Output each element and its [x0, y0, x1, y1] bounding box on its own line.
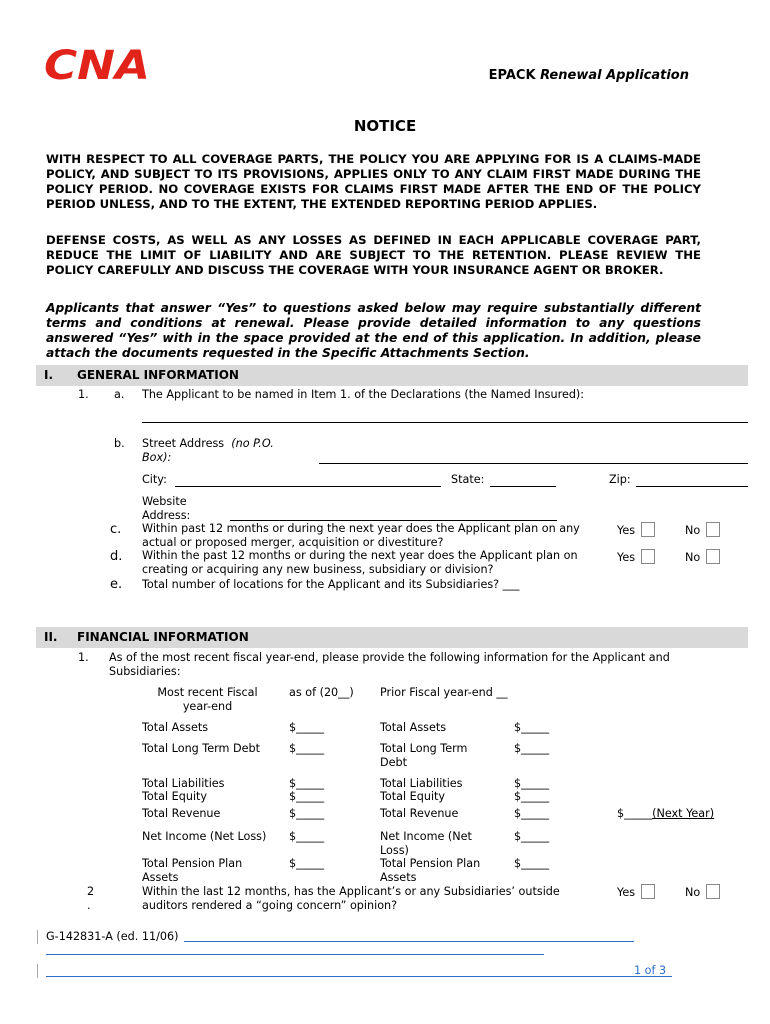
- page-number: 1 of 3: [634, 964, 667, 977]
- liabilities-prior-label: Total Liabilities: [380, 777, 463, 790]
- footer-margin-bar: [37, 930, 38, 944]
- website-label: Website Address:: [142, 495, 191, 522]
- state-label: State:: [451, 473, 485, 486]
- footer-rule: [184, 941, 634, 942]
- logo-text: CNA: [44, 46, 150, 82]
- net-income-label: Net Income (Net Loss): [142, 830, 267, 843]
- no-checkbox[interactable]: [706, 884, 720, 899]
- liabilities-label: Total Liabilities: [142, 777, 225, 790]
- total-assets-prior-field[interactable]: $_____: [514, 721, 550, 734]
- yes-checkbox[interactable]: [641, 549, 655, 564]
- section-general-information: [36, 365, 748, 386]
- merger-question: Within past 12 months or during the next year does the Applicant plan on any actual or proposed merger, acquisition or divestiture?: [142, 522, 580, 549]
- city-label: City:: [142, 473, 167, 486]
- going-concern-question: Within the last 12 months, has the Applicant’s or any Subsidiaries’ outside auditors rendered a “going concern” opinion?: [142, 885, 560, 912]
- revenue-next-year-field[interactable]: $_____(Next Year): [617, 807, 715, 820]
- section-financial-information: [36, 627, 748, 648]
- named-insured-field[interactable]: [142, 422, 748, 423]
- notice-paragraph-1: WITH RESPECT TO ALL COVERAGE PARTS, THE POLICY YOU ARE APPLYING FOR IS A CLAIMS-MADE POLICY, AND SUBJECT TO ITS PROVISIONS, APPLIES ONLY TO ANY CLAIM FIRST MADE DURING THE POLICY PERIOD. NO COVERAGE EXISTS FOR CLAIMS FIRST MADE AFTER THE END OF THE POLICY PERIOD UNLESS, AND TO THE EXTENT, THE EXTENDED REPORTING PERIOD APPLIES.: [46, 152, 701, 211]
- notice-paragraph-3: Applicants that answer “Yes” to questions asked below may require substantially different terms and conditions at renewal. Please provide detailed information to any questions answered “Yes” with in the space provided at the end of this application. In addition, please attach the documents requested in the Specific Attachments Section.: [46, 301, 701, 360]
- net-income-prior-field[interactable]: $_____: [514, 830, 550, 843]
- equity-prior-label: Total Equity: [380, 790, 446, 803]
- liabilities-prior-field[interactable]: $_____: [514, 777, 550, 790]
- state-field[interactable]: [490, 486, 556, 487]
- pension-prior-field[interactable]: $_____: [514, 857, 550, 870]
- lt-debt-label: Total Long Term Debt: [142, 742, 260, 755]
- named-insured-label: The Applicant to be named in Item 1. of the Declarations (the Named Insured):: [142, 388, 585, 401]
- footer-rule: [46, 976, 672, 977]
- total-assets-prior-label: Total Assets: [380, 721, 447, 734]
- question-letter: e.: [110, 577, 123, 592]
- pension-label: Total Pension Plan Assets: [142, 857, 243, 884]
- new-business-no-option[interactable]: No: [685, 549, 720, 565]
- revenue-prior-field[interactable]: $_____: [514, 807, 550, 820]
- lt-debt-current-field[interactable]: $_____: [289, 742, 325, 755]
- liabilities-current-field[interactable]: $_____: [289, 777, 325, 790]
- footer-margin-bar: [37, 964, 38, 978]
- equity-prior-field[interactable]: $_____: [514, 790, 550, 803]
- equity-label: Total Equity: [142, 790, 208, 803]
- notice-paragraph-2: DEFENSE COSTS, AS WELL AS ANY LOSSES AS DEFINED IN EACH APPLICABLE COVERAGE PART, REDUCE THE LIMIT OF LIABILITY AND ARE SUBJECT TO THE RETENTION. PLEASE REVIEW THE POLICY CAREFULLY AND DISCUSS THE COVERAGE WITH YOUR INSURANCE AGENT OR BROKER.: [46, 233, 701, 277]
- lt-debt-prior-field[interactable]: $_____: [514, 742, 550, 755]
- going-concern-yes-option[interactable]: Yes: [617, 884, 655, 900]
- revenue-current-field[interactable]: $_____: [289, 807, 325, 820]
- merger-yes-option[interactable]: Yes: [617, 522, 655, 538]
- city-field[interactable]: [175, 486, 441, 487]
- no-checkbox[interactable]: [706, 522, 720, 537]
- equity-current-field[interactable]: $_____: [289, 790, 325, 803]
- question-letter: a.: [114, 388, 125, 401]
- column-heading-current: Most recent Fiscal year-end: [157, 686, 258, 713]
- street-address-field[interactable]: [319, 463, 748, 464]
- question-letter: c.: [110, 522, 122, 537]
- footer-rule: [46, 954, 544, 955]
- question-letter: d.: [110, 549, 123, 564]
- revenue-label: Total Revenue: [142, 807, 221, 820]
- column-heading-year: as of (20__): [289, 686, 354, 699]
- total-assets-current-field[interactable]: $_____: [289, 721, 325, 734]
- zip-field[interactable]: [636, 486, 748, 487]
- notice-heading: NOTICE: [353, 117, 417, 135]
- pension-current-field[interactable]: $_____: [289, 857, 325, 870]
- revenue-prior-label: Total Revenue: [380, 807, 459, 820]
- website-field[interactable]: [230, 520, 557, 521]
- yes-checkbox[interactable]: [641, 884, 655, 899]
- section-title: GENERAL INFORMATION: [77, 368, 239, 382]
- column-heading-prior: Prior Fiscal year-end __: [380, 686, 508, 699]
- total-assets-label: Total Assets: [142, 721, 209, 734]
- net-income-current-field[interactable]: $_____: [289, 830, 325, 843]
- no-checkbox[interactable]: [706, 549, 720, 564]
- question-number: 2 .: [87, 885, 95, 912]
- form-number: G-142831-A (ed. 11/06): [46, 930, 179, 943]
- street-address-label: Street Address (no P.O. Box):: [142, 437, 274, 464]
- question-number: 1.: [78, 651, 89, 664]
- cna-logo: [44, 46, 152, 82]
- question-number: 1.: [78, 388, 89, 401]
- section-number: II.: [44, 630, 58, 644]
- new-business-yes-option[interactable]: Yes: [617, 549, 655, 565]
- zip-label: Zip:: [609, 473, 631, 486]
- question-letter: b.: [114, 437, 125, 450]
- pension-prior-label: Total Pension Plan Assets: [380, 857, 481, 884]
- going-concern-no-option[interactable]: No: [685, 884, 720, 900]
- financial-question: As of the most recent fiscal year-end, please provide the following information for the Applicant and Subsidiaries:: [109, 651, 670, 678]
- yes-checkbox[interactable]: [641, 522, 655, 537]
- form-title: EPACK Renewal Application: [488, 68, 689, 83]
- locations-question: Total number of locations for the Applicant and its Subsidiaries? ___: [142, 578, 520, 591]
- new-business-question: Within the past 12 months or during the next year does the Applicant plan on creating or acquiring any new business, subsidiary or division?: [142, 549, 578, 576]
- lt-debt-prior-label: Total Long Term Debt: [380, 742, 468, 769]
- section-title: FINANCIAL INFORMATION: [77, 630, 249, 644]
- section-number: I.: [44, 368, 54, 382]
- net-income-prior-label: Net Income (Net Loss): [380, 830, 472, 857]
- merger-no-option[interactable]: No: [685, 522, 720, 538]
